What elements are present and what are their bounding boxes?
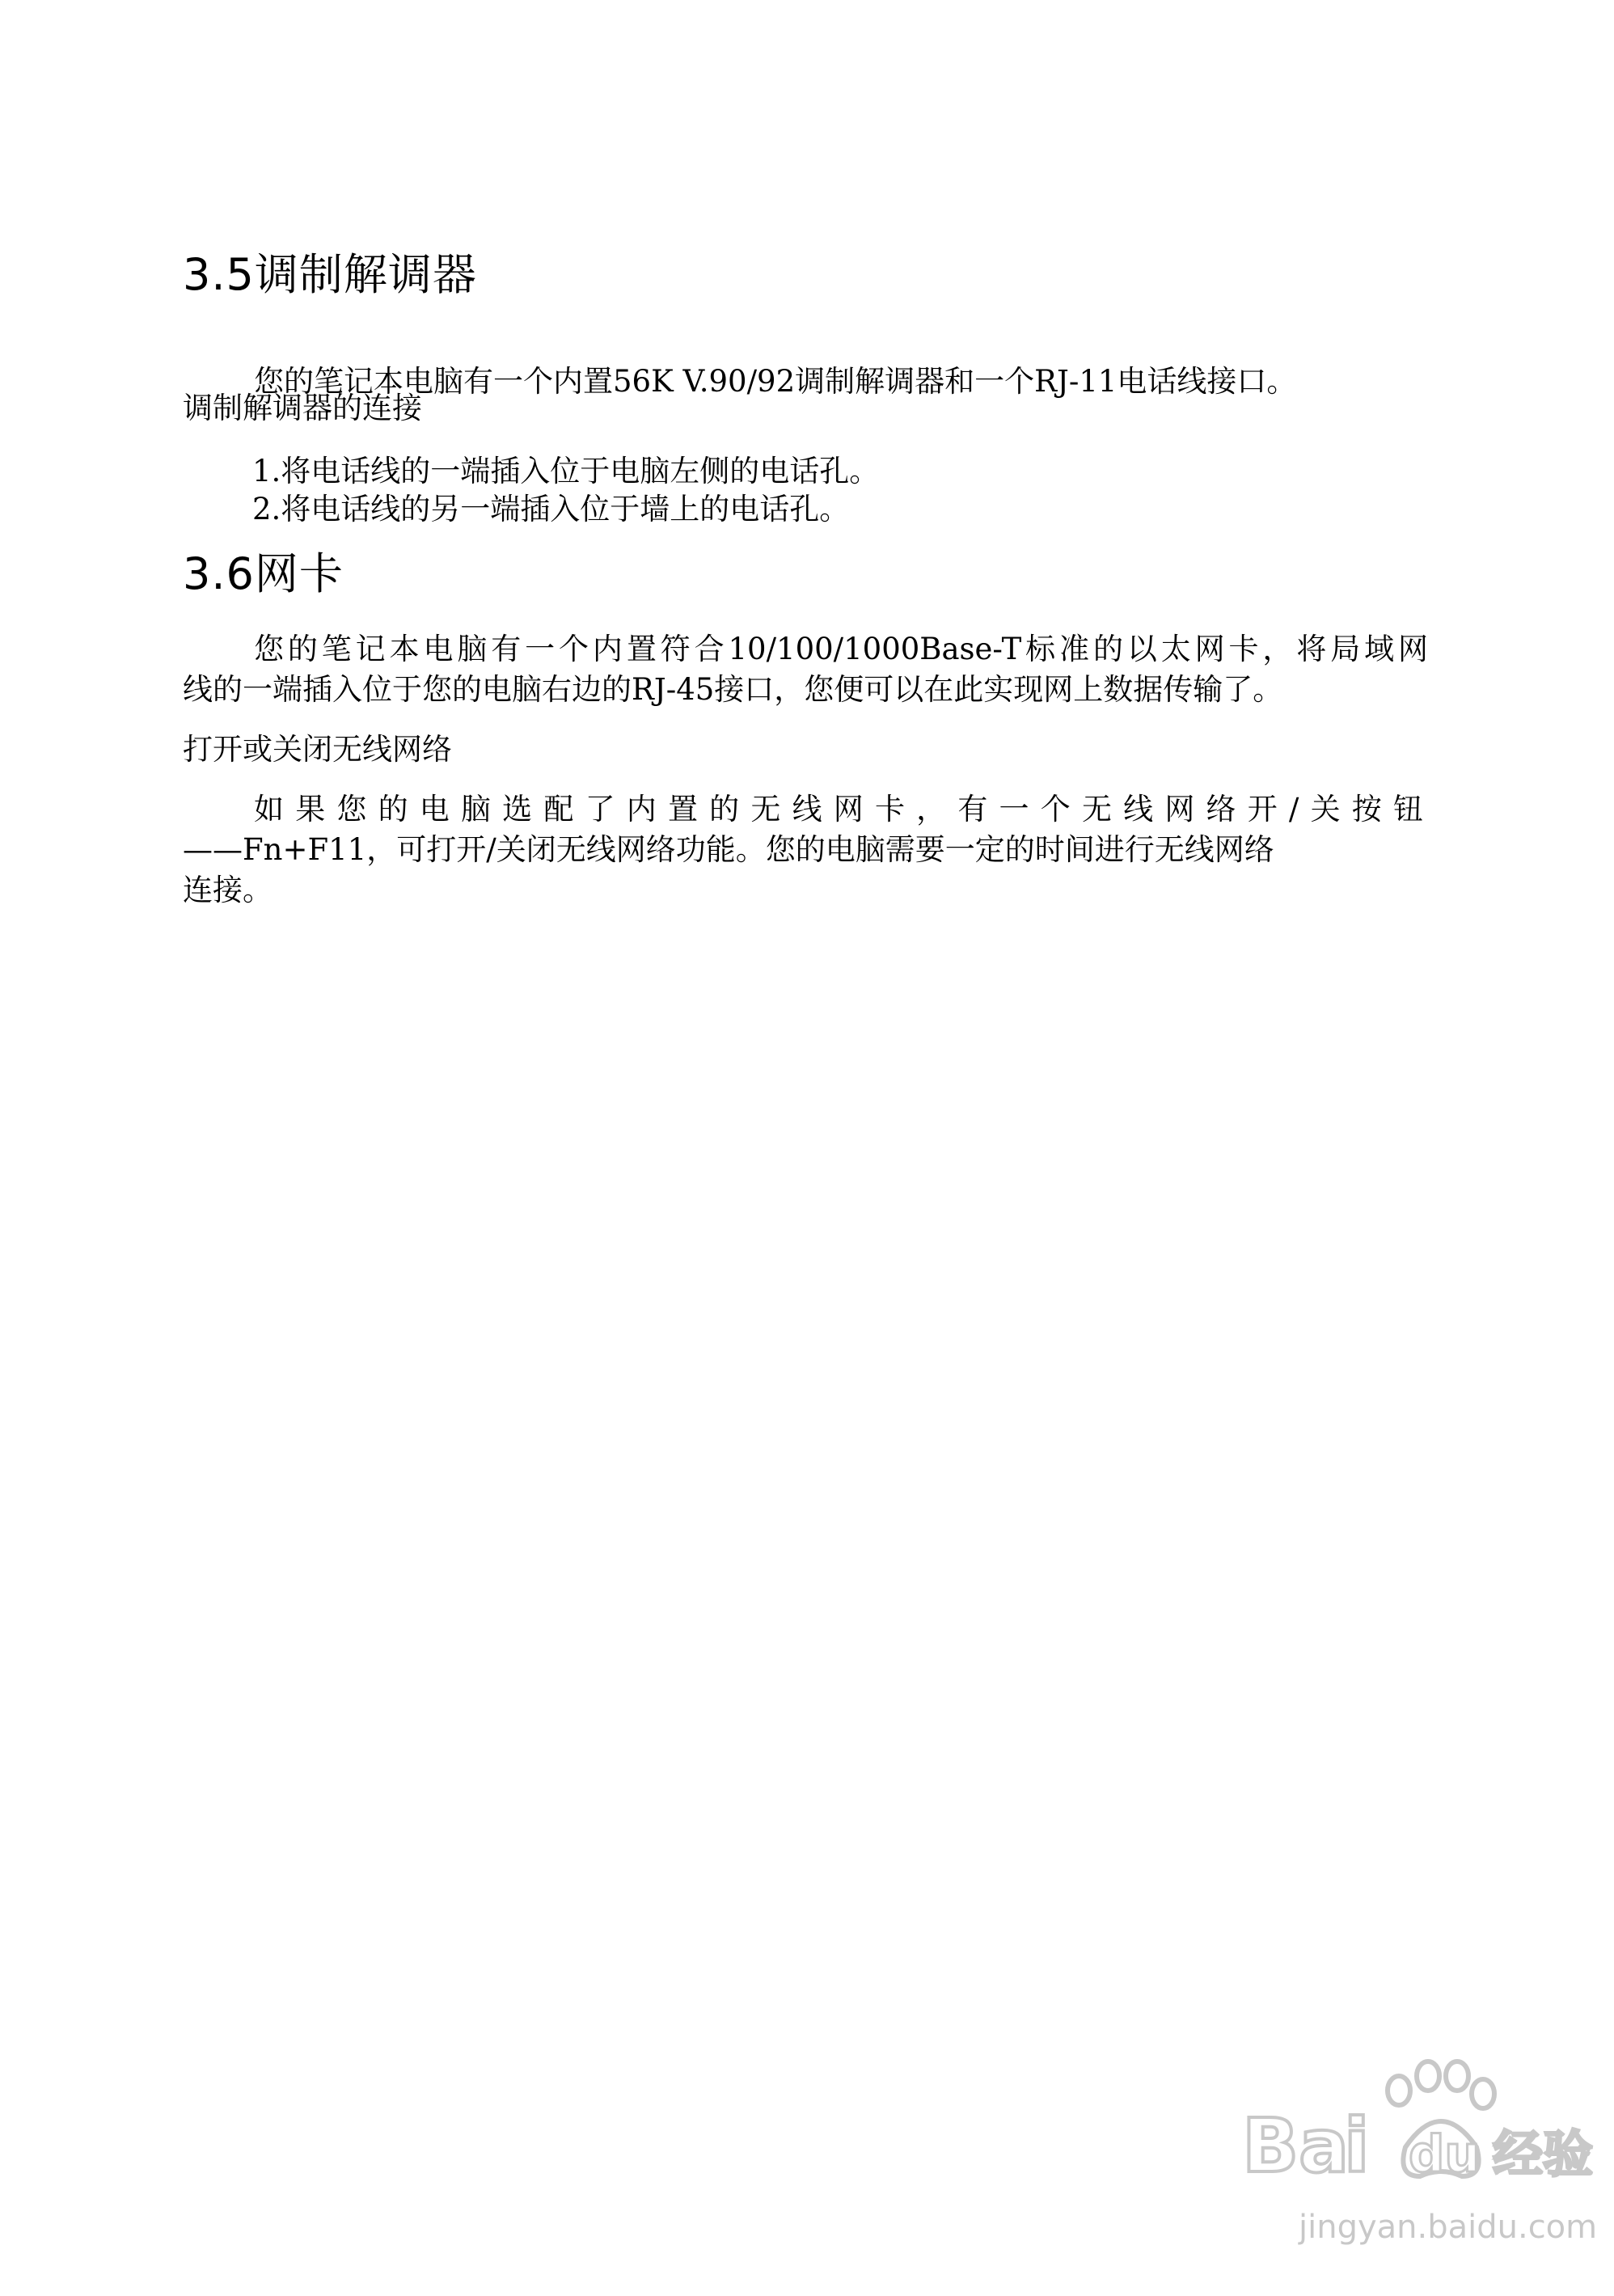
wireless-toggle-subheading: 打开或关闭无线网络	[183, 732, 452, 767]
svg-text:jingyan.baidu.com: jingyan.baidu.com	[1299, 2209, 1598, 2246]
wireless-para-line-1: 如果您的电脑选配了内置的无线网卡，有一个无线网络开/关按钮	[254, 792, 1428, 827]
section-3-5-heading: 3.5调制解调器	[183, 249, 477, 300]
modem-step-1: 1.将电话线的一端插入位于电脑左侧的电话孔。	[252, 454, 880, 488]
baidu-paw-logo-icon	[1226, 2018, 1614, 2293]
wireless-para-line-3: 连接。	[183, 873, 273, 907]
section-3-6-heading: 3.6网卡	[183, 548, 344, 599]
modem-step-2: 2.将电话线的另一端插入位于墙上的电话孔。	[252, 492, 850, 526]
svg-text:Ba: Ba	[1242, 2103, 1350, 2189]
network-card-intro-line-2: 线的一端插入位于您的电脑右边的RJ-45接口，您便可以在此实现网上数据传输了。	[183, 672, 1283, 707]
baidu-jingyan-watermark	[1226, 2018, 1614, 2293]
wireless-para-line-2: ——Fn+F11，可打开/关闭无线网络功能。您的电脑需要一定的时间进行无线网络	[183, 832, 1274, 867]
network-card-intro-line-1: 您的笔记本电脑有一个内置符合10/100/1000Base-T标准的以太网卡，将局域网	[254, 632, 1428, 666]
section-3-5-intro: 您的笔记本电脑有一个内置56K V.90/92调制解调器和一个RJ-11电话线接口。	[254, 364, 1297, 399]
svg-text:经验: 经验	[1493, 2125, 1594, 2184]
svg-text:du: du	[1409, 2125, 1481, 2184]
modem-connection-subheading: 调制解调器的连接	[183, 391, 422, 425]
svg-text:i: i	[1344, 2103, 1370, 2189]
